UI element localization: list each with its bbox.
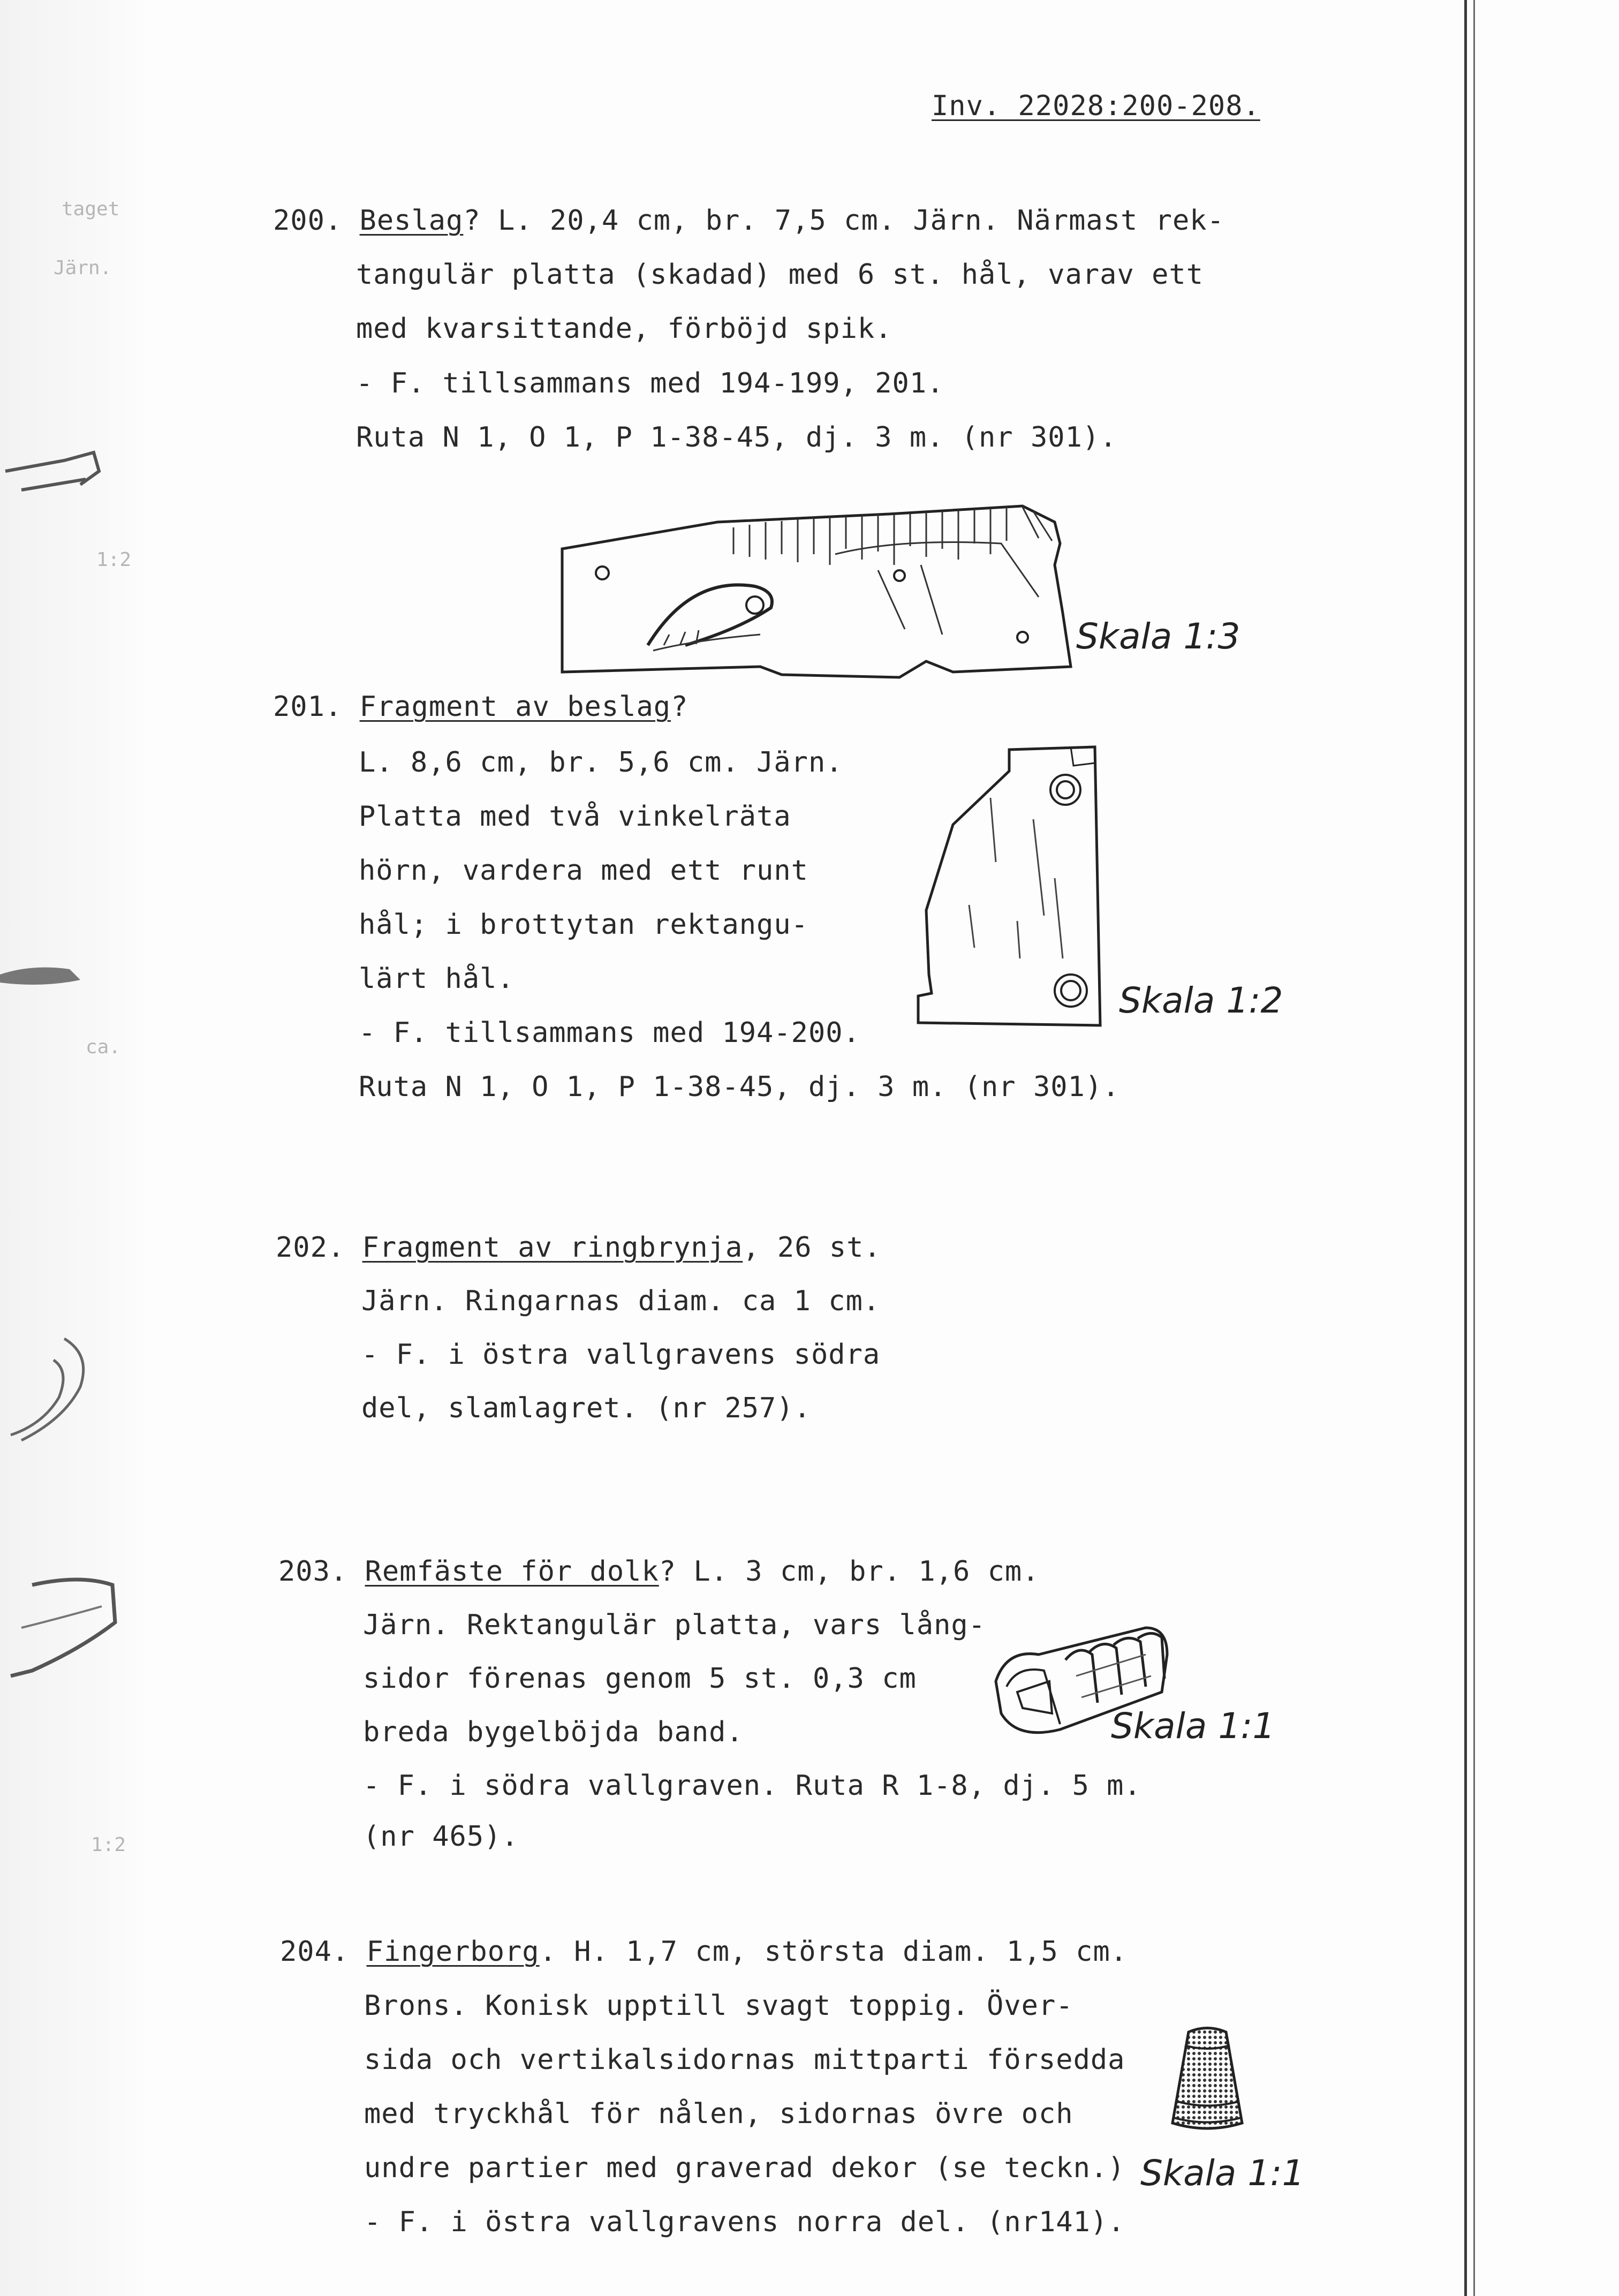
item-200-line: - F. tillsammans med 194-199, 201.: [356, 367, 944, 399]
item-204-line: med tryckhål för nålen, sidornas övre och: [364, 2098, 1073, 2130]
item-201-heading: [273, 691, 688, 723]
item-202-line: Järn. Ringarnas diam. ca 1 cm.: [361, 1285, 881, 1317]
item-204-line: sida och vertikalsidornas mittparti försedda: [364, 2044, 1125, 2076]
item-201-line: - F. tillsammans med 194-200.: [359, 1017, 860, 1049]
item-203-line: breda bygelböjda band.: [363, 1716, 744, 1748]
item-201-line: hörn, vardera med ett runt: [359, 855, 808, 887]
page-edge-line: [1464, 0, 1467, 2296]
item-201-line: lärt hål.: [359, 963, 515, 995]
margin-drawing-fragment: [0, 1564, 128, 1692]
item-203-heading: [278, 1555, 1040, 1588]
item-title: Fragment av beslag: [359, 691, 671, 723]
item-203-line: sidor förenas genom 5 st. 0,3 cm: [363, 1663, 917, 1695]
item-202-line: del, slamlagret. (nr 257).: [361, 1392, 811, 1424]
item-title-suffix: . H. 1,7 cm, största diam. 1,5 cm.: [539, 1936, 1128, 1968]
beslag-drawing: [557, 490, 1071, 683]
item-201-line: hål; i brottytan rektangu-: [359, 909, 808, 941]
item-202-heading: [276, 1232, 881, 1264]
item-title: Fingerborg: [366, 1936, 540, 1968]
item-title-suffix: ? L. 20,4 cm, br. 7,5 cm. Järn. Närmast rek-: [463, 205, 1224, 237]
item-number: 202.: [276, 1232, 345, 1264]
item-202-line: - F. i östra vallgravens södra: [361, 1339, 881, 1371]
item-203-line: (nr 465).: [363, 1821, 519, 1853]
item-200-line: Ruta N 1, O 1, P 1-38-45, dj. 3 m. (nr 301).: [356, 421, 1117, 454]
margin-drawing-fragment: [0, 1328, 118, 1456]
margin-drawing-fragment: [0, 439, 107, 514]
item-204-line: - F. i östra vallgravens norra del. (nr141).: [364, 2206, 1125, 2238]
margin-fragment: Järn.: [54, 257, 112, 279]
item-number: 200.: [273, 205, 343, 237]
item-title: Beslag: [359, 205, 464, 237]
thimble-drawing: [1159, 2024, 1255, 2142]
item-number: 203.: [278, 1555, 348, 1588]
item-number: 201.: [273, 691, 343, 723]
item-200-scale: Skala 1:3: [1076, 616, 1240, 657]
margin-fragment: 1:2: [96, 549, 132, 571]
item-200-line: tangulär platta (skadad) med 6 st. hål, varav ett: [356, 259, 1204, 291]
item-title-suffix: , 26 st.: [743, 1232, 881, 1264]
item-201-line: Ruta N 1, O 1, P 1-38-45, dj. 3 m. (nr 301).: [359, 1071, 1120, 1103]
item-201-line: Platta med två vinkelräta: [359, 800, 791, 833]
item-203-line: - F. i södra vallgraven. Ruta R 1-8, dj. 5 m.: [363, 1770, 1141, 1802]
item-204-scale: Skala 1:1: [1140, 2152, 1305, 2194]
margin-drawing-fragment: [0, 958, 107, 996]
left-page-gutter: [0, 0, 145, 2296]
margin-fragment: taget: [62, 198, 120, 220]
item-204-line: Brons. Konisk upptill svagt toppig. Över-: [364, 1990, 1073, 2022]
item-title-suffix: ? L. 3 cm, br. 1,6 cm.: [659, 1555, 1040, 1588]
page-edge-line-inner: [1473, 0, 1475, 2296]
fragment-drawing: [910, 744, 1114, 1033]
item-title: Remfäste för dolk: [365, 1555, 659, 1588]
item-title: Fragment av ringbrynja: [362, 1232, 743, 1264]
item-200-line: med kvarsittande, förböjd spik.: [356, 313, 892, 345]
item-203-scale: Skala 1:1: [1111, 1705, 1275, 1747]
margin-fragment: ca.: [86, 1036, 121, 1058]
item-204-line: undre partier med graverad dekor (se teckn.): [364, 2152, 1125, 2184]
margin-fragment: 1:2: [91, 1834, 126, 1856]
item-200-heading: [273, 205, 1224, 237]
item-203-line: Järn. Rektangulär platta, vars lång-: [363, 1609, 986, 1641]
item-204-heading: [280, 1936, 1128, 1968]
item-number: 204.: [280, 1936, 350, 1968]
item-title-suffix: ?: [671, 691, 689, 723]
inventory-header: Inv. 22028:200-208.: [932, 90, 1260, 122]
item-201-scale: Skala 1:2: [1119, 980, 1283, 1021]
item-201-line: L. 8,6 cm, br. 5,6 cm. Järn.: [359, 746, 843, 779]
